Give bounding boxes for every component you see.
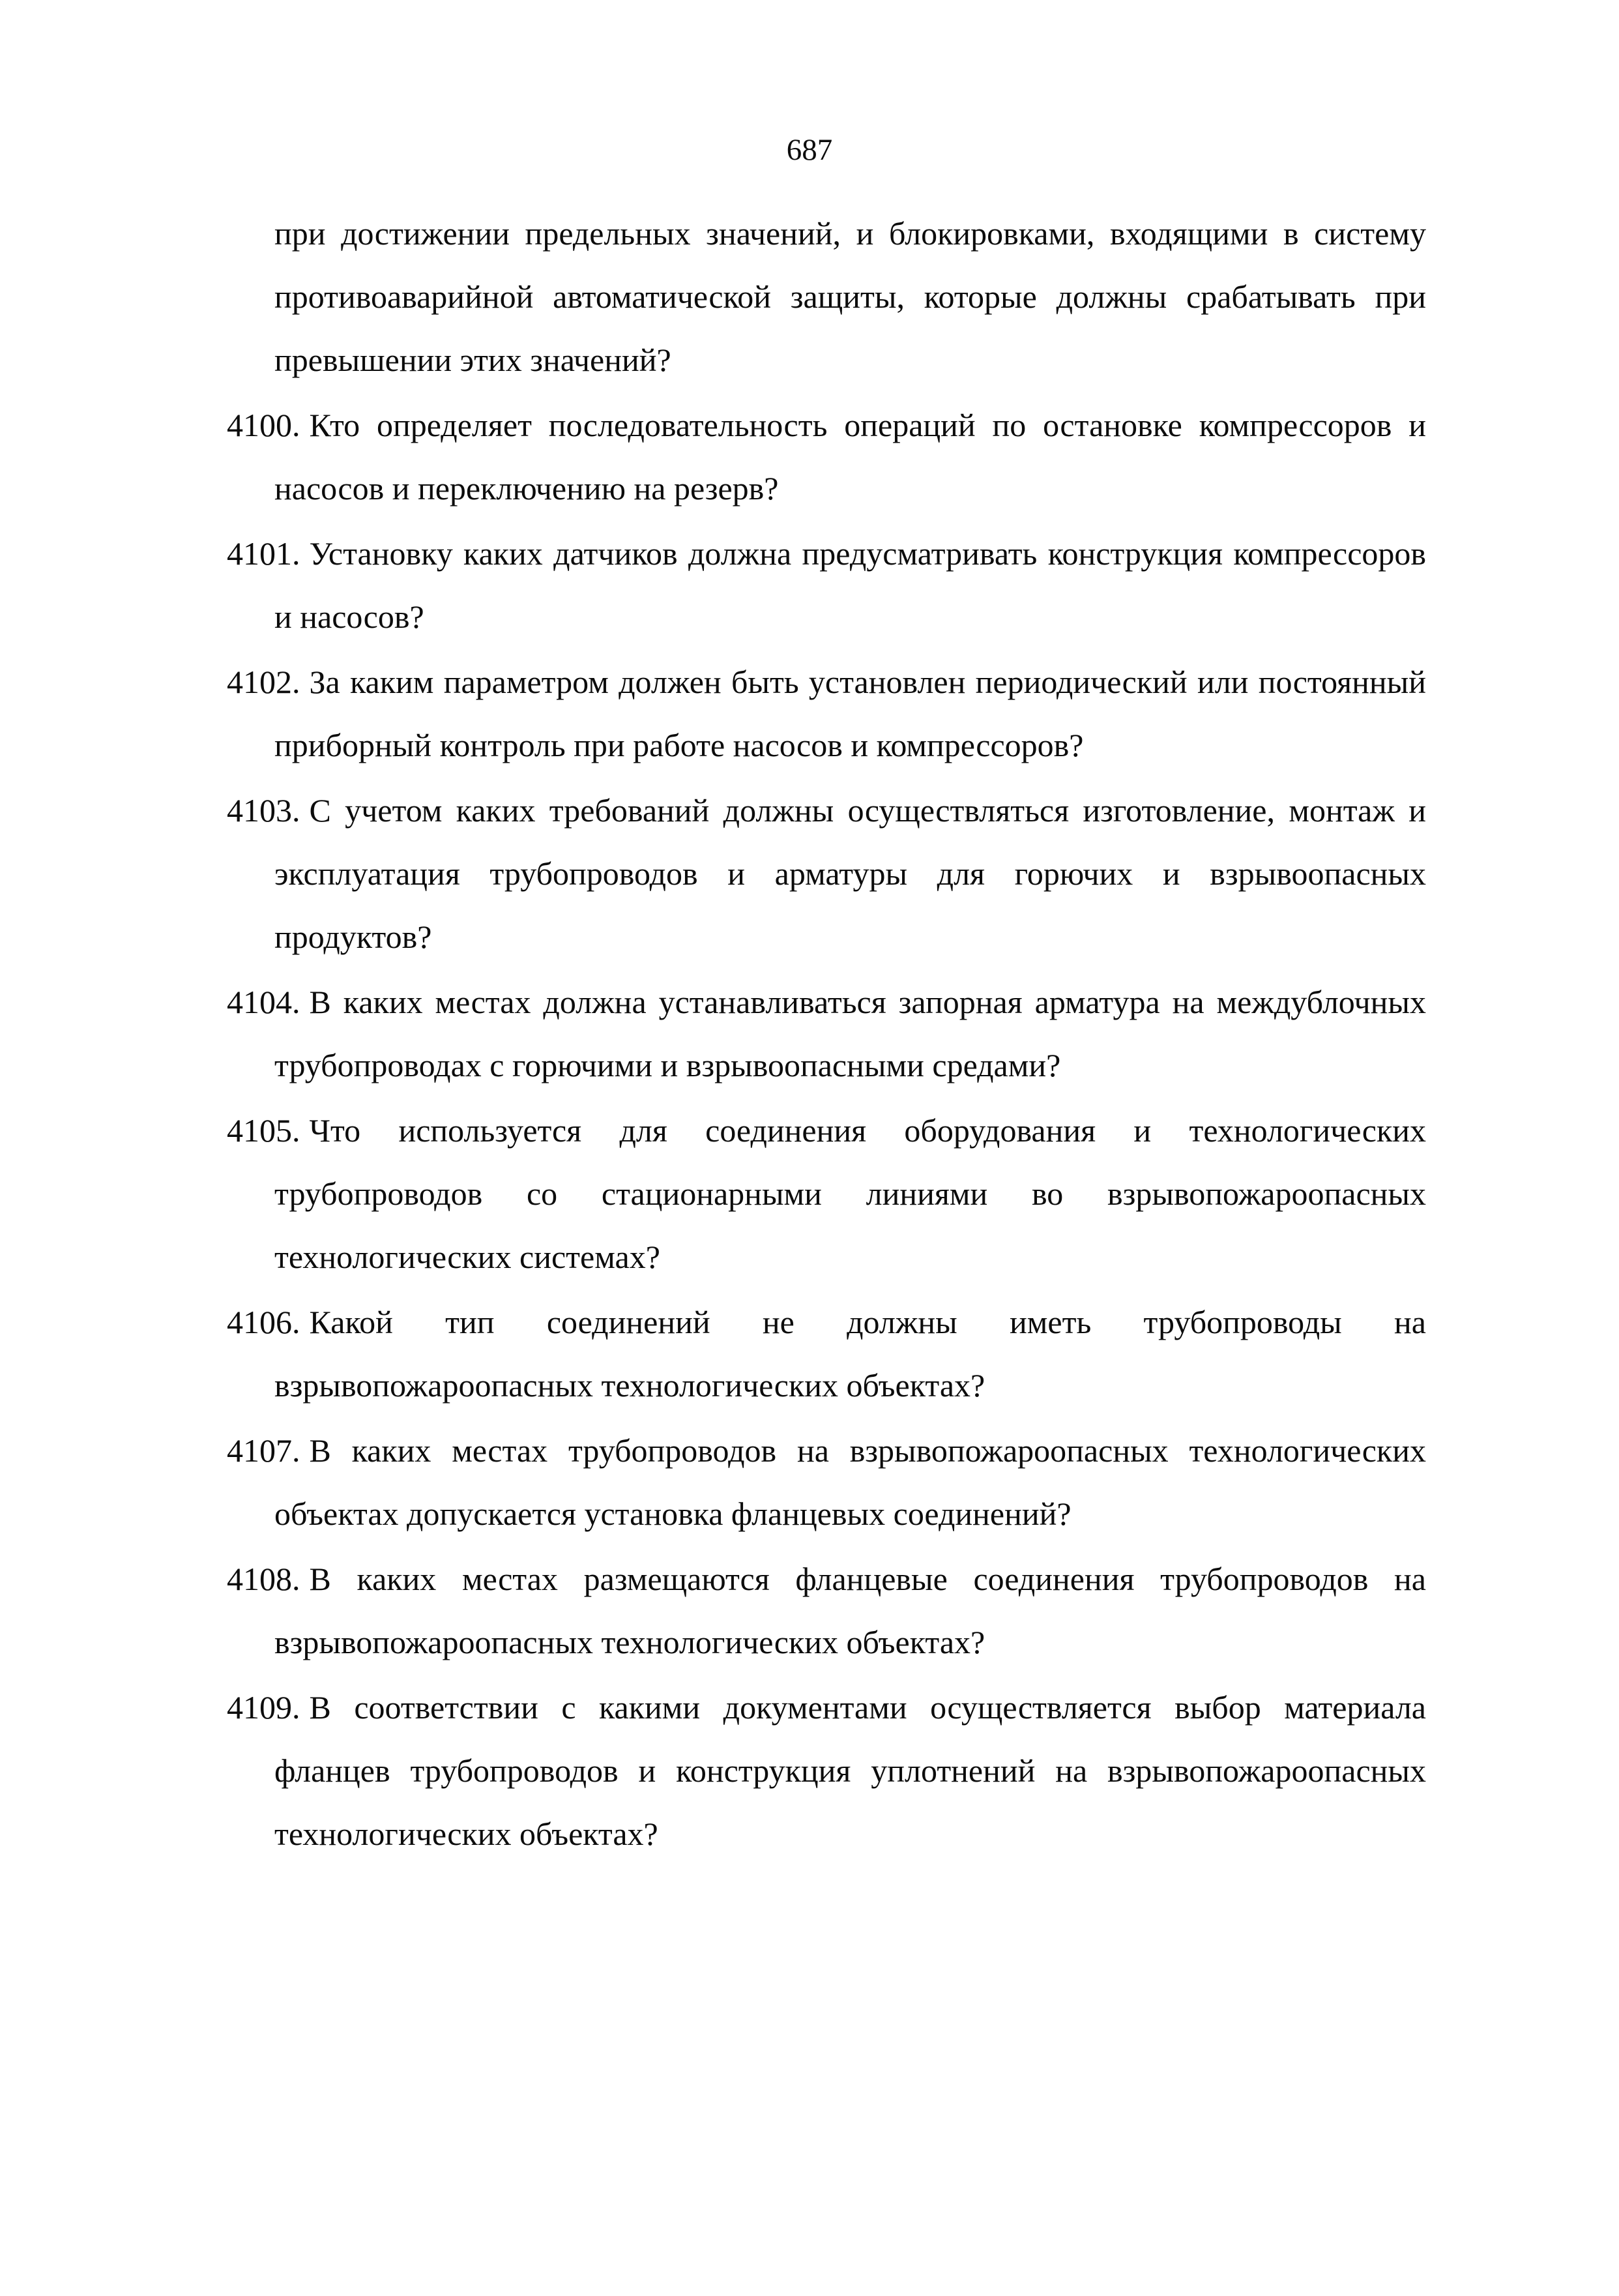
question-number: 4103. — [227, 792, 300, 829]
question-text: Кто определяет последовательность операций по остановке компрессоров и насосов и переключению на резерв? — [274, 407, 1426, 507]
question-number: 4105. — [227, 1112, 300, 1149]
question-item — [227, 1419, 1426, 1546]
question-item — [227, 394, 1426, 520]
question-number: 4108. — [227, 1561, 300, 1597]
question-item — [227, 971, 1426, 1097]
question-list — [227, 394, 1426, 1866]
page-number: 687 — [786, 133, 833, 167]
question-number: 4106. — [227, 1304, 300, 1340]
question-number: 4100. — [227, 407, 300, 443]
document-body — [227, 202, 1426, 1866]
question-item — [227, 522, 1426, 649]
question-text: В каких местах трубопроводов на взрывопожароопасных технологических объектах допускается установка фланцевых соединений? — [274, 1432, 1426, 1532]
question-text: Что используется для соединения оборудования и технологических трубопроводов со стационарными линиями во взрывопожароопасных технологических системах? — [274, 1112, 1426, 1275]
question-number: 4102. — [227, 664, 300, 700]
question-item — [227, 1676, 1426, 1866]
question-item — [227, 1548, 1426, 1674]
question-text: Какой тип соединений не должны иметь трубопроводы на взрывопожароопасных технологических объектах? — [274, 1304, 1426, 1404]
question-item — [227, 1099, 1426, 1289]
question-item — [227, 651, 1426, 777]
question-text: За каким параметром должен быть установлен периодический или постоянный приборный контроль при работе насосов и компрессоров? — [274, 664, 1426, 763]
question-number: 4104. — [227, 984, 300, 1020]
question-text: С учетом каких требований должны осуществляться изготовление, монтаж и эксплуатация трубопроводов и арматуры для горючих и взрывоопасных продуктов? — [274, 792, 1426, 955]
question-item — [227, 779, 1426, 969]
lead-in-paragraph: при достижении предельных значений, и блокировками, входящими в систему противоаварийной автоматической защиты, которые должны срабатывать при превышении этих значений? — [274, 215, 1426, 378]
question-text: В каких местах размещаются фланцевые соединения трубопроводов на взрывопожароопасных технологических объектах? — [274, 1561, 1426, 1660]
question-number: 4101. — [227, 535, 300, 572]
question-text: Установку каких датчиков должна предусматривать конструкция компрессоров и насосов? — [274, 535, 1426, 635]
question-item — [227, 1291, 1426, 1417]
question-text: В соответствии с какими документами осуществляется выбор материала фланцев трубопроводов и конструкция уплотнений на взрывопожароопасных технологических объектах? — [274, 1689, 1426, 1852]
question-number: 4107. — [227, 1432, 300, 1469]
question-number: 4109. — [227, 1689, 300, 1726]
question-text: В каких местах должна устанавливаться запорная арматура на междублочных трубопроводах с горючими и взрывоопасными средами? — [274, 984, 1426, 1083]
